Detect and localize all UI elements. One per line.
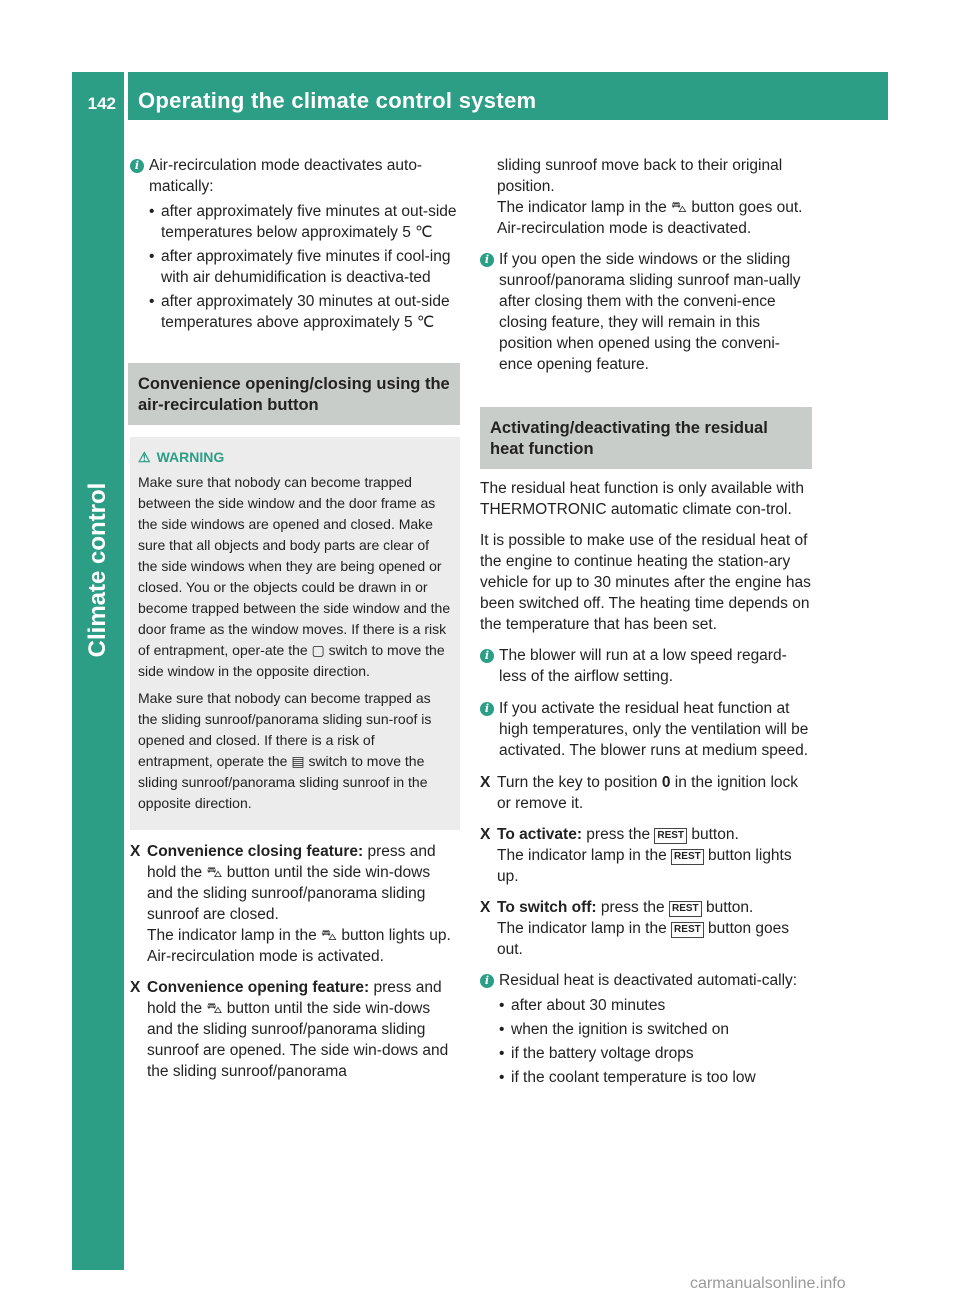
list-item: • after about 30 minutes: [499, 995, 812, 1016]
step-marker-icon: X: [480, 826, 491, 843]
step-marker-icon: X: [480, 774, 491, 791]
info-text: The blower will run at a low speed regard-less of the airflow setting.: [499, 647, 787, 685]
list-item: • when the ignition is switched on: [499, 1019, 812, 1040]
section-heading: Convenience opening/closing using the air-recirculation button: [128, 363, 460, 425]
info-note: [130, 155, 460, 333]
step-text: The indicator lamp in the ⛍ button lights up. Air-recirculation mode is activated.: [147, 927, 451, 965]
list-item: • after approximately five minutes at out-side temperatures below approximately 5 ℃: [149, 201, 460, 243]
instruction-step: [130, 841, 460, 967]
rest-button-icon: REST: [671, 849, 704, 865]
rest-button-icon: REST: [669, 901, 702, 917]
step-label: To activate:: [497, 826, 582, 843]
instruction-step: X To switch off: press the REST button. The indicator lamp in the REST button goes out.: [480, 899, 790, 958]
info-icon: i: [480, 974, 494, 988]
step-text: press and hold the ⛍ button until the side win-dows and the sliding sunroof/panorama sliding sunroof are closed.: [147, 843, 436, 923]
step-label: Convenience opening feature:: [147, 979, 370, 996]
info-note: [480, 645, 812, 687]
list-item: • after approximately 30 minutes at out-side temperatures above approximately 5 ℃: [149, 291, 460, 333]
step-label: To switch off:: [497, 899, 597, 916]
instruction-step: X To activate: press the REST button. The indicator lamp in the REST button lights up.: [480, 826, 792, 885]
step-label: Convenience closing feature:: [147, 843, 364, 860]
body-paragraph: It is possible to make use of the residual heat of the engine to continue heating the station-ary vehicle for up to 30 minutes after the engine has been switched off. The heating time depends on the temperature that has been set.: [480, 532, 811, 633]
info-icon: i: [130, 159, 144, 173]
info-note: [480, 698, 812, 761]
info-note: [480, 249, 812, 375]
list-item: • after approximately five minutes if cool-ing with air dehumidification is deactiva-ted: [149, 246, 460, 288]
step-marker-icon: X: [130, 979, 141, 996]
list-item: • if the coolant temperature is too low: [499, 1067, 812, 1088]
info-text: If you open the side windows or the sliding sunroof/panorama sliding sunroof man-ually after closing them with the conveni-ence closing feature, they will remain in this position when opened using the conveni-ence opening feature.: [499, 251, 801, 373]
info-icon: i: [480, 702, 494, 716]
info-icon: i: [480, 253, 494, 267]
step-text: sliding sunroof move back to their original position.: [497, 157, 783, 195]
bullet-list: [499, 995, 812, 1088]
page-number: 142: [87, 94, 116, 113]
watermark: carmanualsonline.info: [690, 1275, 846, 1292]
step-text: The indicator lamp in the ⛍ button goes out. Air-recirculation mode is deactivated.: [497, 199, 803, 237]
warning-paragraph: Make sure that nobody can become trapped as the sliding sunroof/panorama sliding sun-roof is opened and closed. If there is a risk of entrapment, operate the ▤ switch to move the sliding sunroof/panorama sliding sunroof in the opposite direction.: [138, 690, 432, 811]
left-column: [130, 155, 460, 1092]
list-item: • if the battery voltage drops: [499, 1043, 812, 1064]
info-text: If you activate the residual heat function at high temperatures, only the ventilation will be activated. The blower runs at medium speed.: [499, 700, 809, 759]
body-paragraph: The residual heat function is only available with THERMOTRONIC automatic climate con-trol.: [480, 480, 804, 518]
step-continuation: [480, 155, 812, 239]
bullet-list: [149, 201, 460, 333]
page-number-box: [72, 72, 124, 120]
info-text: Air-recirculation mode deactivates auto-matically:: [149, 157, 423, 195]
step-marker-icon: X: [130, 843, 141, 860]
step-marker-icon: X: [480, 899, 491, 916]
warning-heading: ⚠ WARNING: [138, 447, 452, 468]
info-text: Residual heat is deactivated automati-cally:: [499, 972, 798, 989]
rest-button-icon: REST: [671, 922, 704, 938]
info-note: [480, 970, 812, 1088]
page-title: Operating the climate control system: [138, 88, 537, 113]
side-tab-label-wrap: [72, 120, 124, 658]
side-tab-label: Climate control: [84, 482, 111, 658]
instruction-step: [130, 977, 460, 1082]
section-heading: Activating/deactivating the residual heat function: [480, 407, 812, 469]
header-bar: [128, 72, 888, 120]
warning-triangle-icon: ⚠: [138, 449, 151, 465]
info-icon: i: [480, 649, 494, 663]
instruction-step: X Turn the key to position 0 in the ignition lock or remove it.: [480, 774, 799, 812]
warning-box: [130, 437, 460, 830]
warning-paragraph: Make sure that nobody can become trapped between the side window and the door frame as the side windows are opened and closed. Make sure that all objects and body parts are clear of the side windows when they are being opened or closed. You or the objects could be drawn in or become trapped between the side window and the door frame as the window moves. If there is a risk of entrapment, oper-ate the ▢ switch to move the side window in the opposite direction.: [138, 474, 451, 679]
step-text: press and hold the ⛍ button until the side win-dows and the sliding sunroof/panorama sliding sunroof are opened. The side win-dows and the sliding sunroof/panorama: [147, 979, 449, 1080]
rest-button-icon: REST: [654, 828, 687, 844]
right-column: [480, 155, 812, 1099]
